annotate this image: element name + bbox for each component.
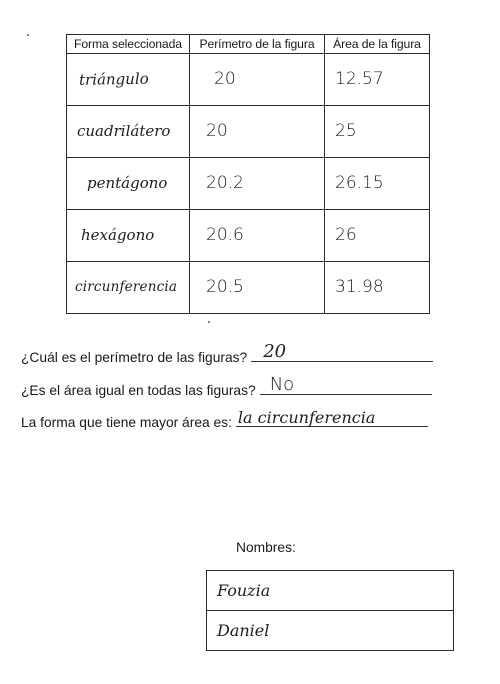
cell-area <box>325 54 430 106</box>
cell-perimeter <box>190 158 325 210</box>
cell-area <box>325 262 430 314</box>
perimeter-value: 20.5 <box>206 277 244 297</box>
answer-field[interactable] <box>251 343 433 362</box>
cell-perimeter <box>190 262 325 314</box>
table-row <box>67 262 430 314</box>
perimeter-value: 20 <box>214 69 236 89</box>
name-entry: Daniel <box>217 620 270 640</box>
names-table <box>206 570 454 651</box>
shape-name: pentágono <box>87 174 168 192</box>
names-label: Nombres: <box>236 540 296 555</box>
area-value: 31.98 <box>335 277 384 297</box>
name-cell[interactable] <box>207 571 454 611</box>
question-largest-area <box>21 408 428 430</box>
table-row <box>67 158 430 210</box>
cell-perimeter <box>190 210 325 262</box>
table-row <box>67 210 430 262</box>
shape-name: cuadrilátero <box>77 122 171 140</box>
question-area-equal <box>21 376 432 398</box>
name-row <box>207 611 454 651</box>
perimeter-value: 20.2 <box>206 173 244 193</box>
question-label: ¿Es el área igual en todas las figuras? <box>21 383 256 398</box>
cell-shape <box>67 54 190 106</box>
table-header-row <box>67 35 430 54</box>
area-value: 12.57 <box>335 69 384 89</box>
answer-text: 20 <box>263 341 287 362</box>
name-row <box>207 571 454 611</box>
perimeter-value: 20 <box>206 121 228 141</box>
header-shape: Forma seleccionada <box>67 35 190 54</box>
header-perimeter: Perímetro de la figura <box>190 35 325 54</box>
question-label: ¿Cuál es el perímetro de las figuras? <box>21 350 248 365</box>
name-cell[interactable] <box>207 611 454 651</box>
cell-shape <box>67 262 190 314</box>
question-perimeter <box>21 343 433 365</box>
shape-name: triángulo <box>78 69 149 89</box>
cell-area <box>325 106 430 158</box>
paper-speck <box>208 321 210 323</box>
cell-shape <box>67 106 190 158</box>
cell-shape <box>67 158 190 210</box>
cell-perimeter <box>190 106 325 158</box>
cell-shape <box>67 210 190 262</box>
paper-speck <box>27 34 29 36</box>
cell-perimeter <box>190 54 325 106</box>
cell-area <box>325 210 430 262</box>
cell-area <box>325 158 430 210</box>
question-label: La forma que tiene mayor área es: <box>21 415 232 430</box>
header-area: Área de la figura <box>325 35 430 54</box>
shape-name: circunferencia <box>75 278 178 295</box>
answer-field[interactable] <box>236 408 428 427</box>
answer-text: No <box>269 374 295 395</box>
name-entry: Fouzia <box>217 580 271 600</box>
answer-text: la circunferencia <box>237 408 376 427</box>
perimeter-value: 20.6 <box>206 225 244 245</box>
answer-field[interactable] <box>260 376 432 395</box>
shapes-table <box>66 34 430 314</box>
table-row <box>67 54 430 106</box>
table-row <box>67 106 430 158</box>
area-value: 26 <box>335 225 357 245</box>
area-value: 25 <box>335 121 357 141</box>
area-value: 26.15 <box>335 173 384 193</box>
shape-name: hexágono <box>81 226 155 244</box>
